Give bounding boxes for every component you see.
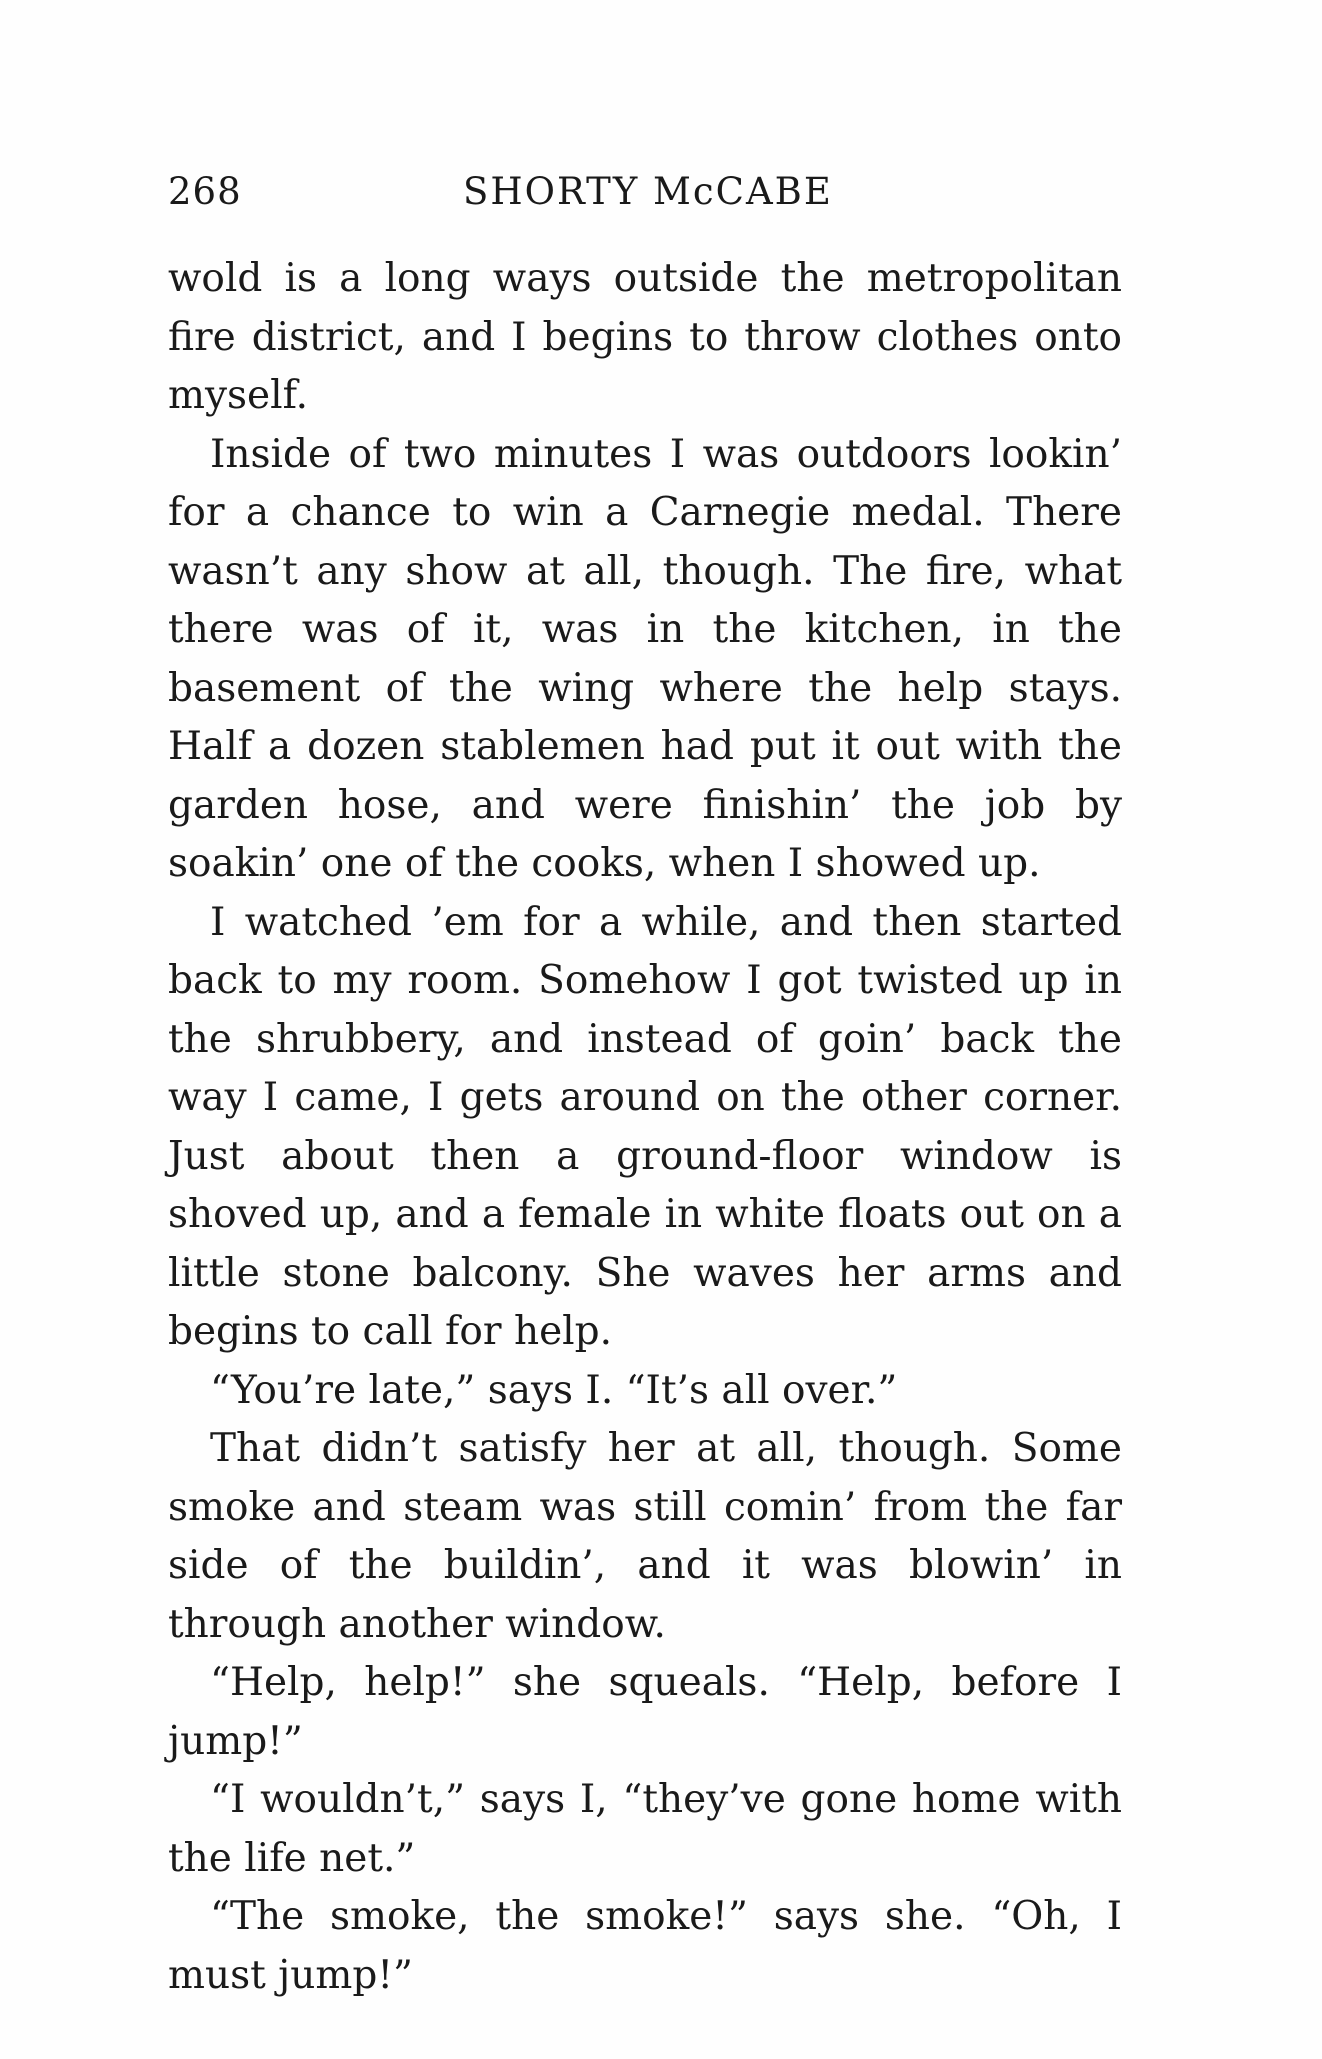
paragraph: “You’re late,” says I. “It’s all over.” [210,1367,898,1413]
paragraph-continued: wold is a long ways outside the metropolitan fire district, and I begins to throw clothes onto myself. [168,256,1122,418]
paragraph: “The smoke, the smoke!” says she. “Oh, I must jump!” [168,1894,1122,1998]
paragraph: “I wouldn’t,” says I, “they’ve gone home with the life net.” [168,1777,1122,1881]
paragraph: Inside of two minutes I was outdoors lookin’ for a chance to win a Carnegie medal. There wasn’t any show at all, though. The fire, what there was of it, was in the kitchen, in the basement of the wing where the help stays. Half a dozen stablemen had put it out with the garden hose, and were finishin’ the job by soakin’ one of the cooks, when I showed up. [168,431,1122,886]
running-head [168,170,1122,220]
body-text [168,250,1122,2005]
paragraph: I watched ’em for a while, and then started back to my room. Somehow I got twisted up in the shrubbery, and instead of goin’ back the way I came, I gets around on the other corner. Just about then a ground-floor window is shoved up, and a female in white floats out on a little stone balcony. She waves her arms and begins to call for help. [168,899,1122,1354]
paragraph: That didn’t satisfy her at all, though. Some smoke and steam was still comin’ from the far side of the buildin’, and it was blowin’ in through another window. [168,1426,1122,1647]
book-title: SHORTY McCABE [463,170,833,213]
page-number: 268 [168,170,242,213]
paragraph: “Help, help!” she squeals. “Help, before I jump!” [168,1660,1122,1764]
